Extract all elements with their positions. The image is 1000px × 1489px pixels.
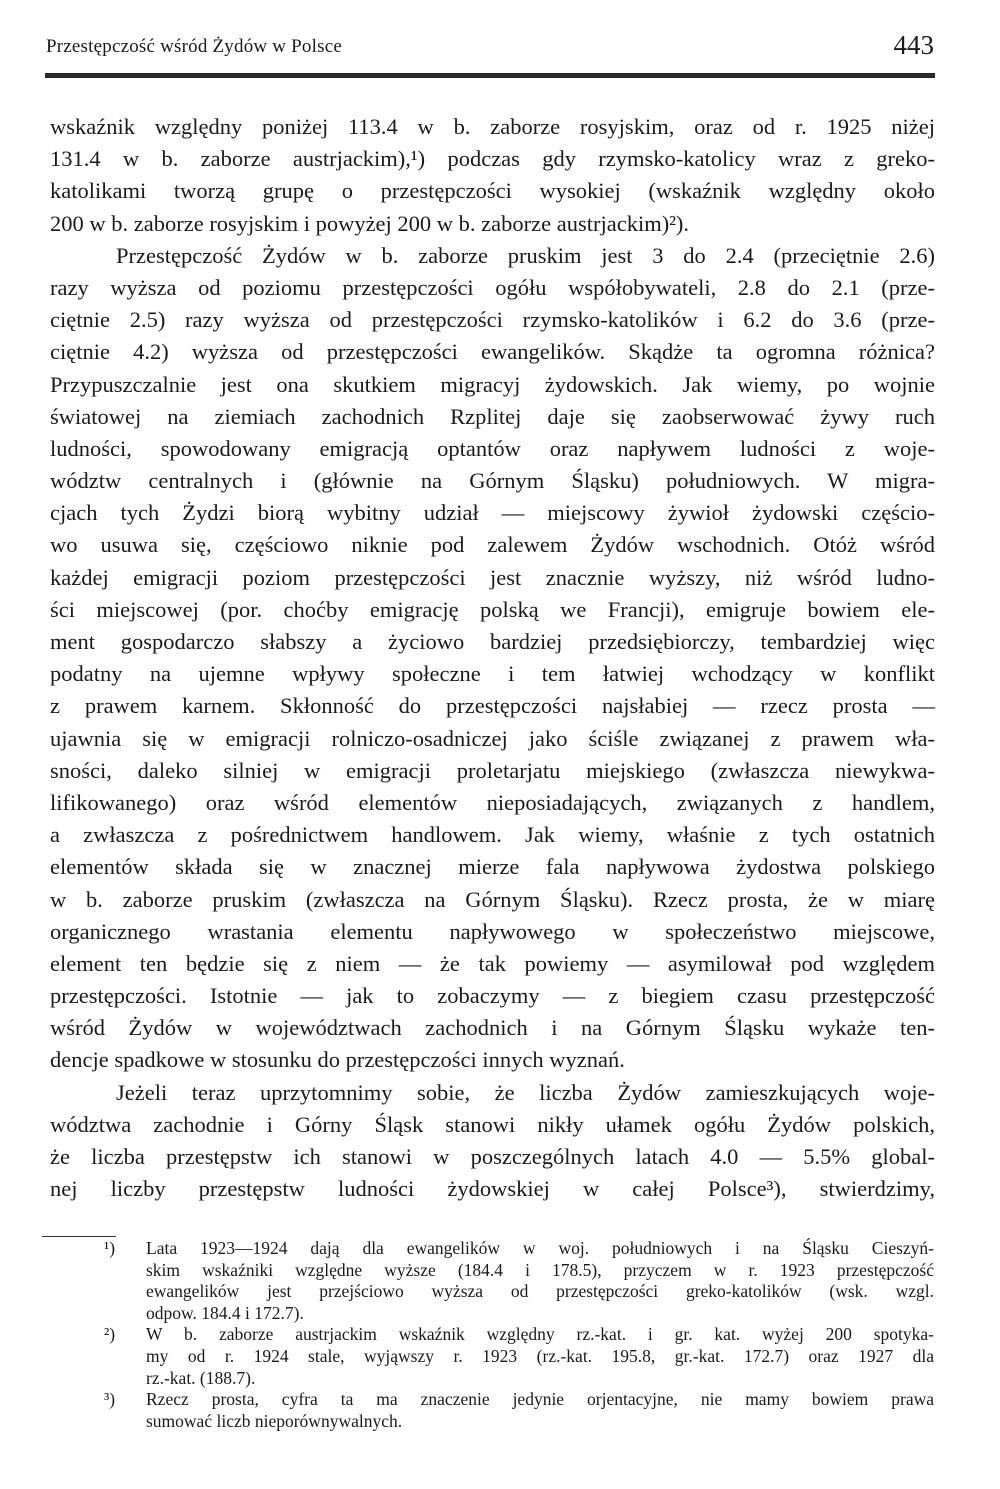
footnote-line: sumować liczb nieporównywalnych. <box>146 1410 403 1431</box>
paragraph <box>50 240 935 1077</box>
footnote <box>104 1324 934 1389</box>
footnote-line: ewangelików jest przejściowo wyższa od przestępczości greko-katolików (wsk. wzgl. <box>146 1281 934 1302</box>
text-line: cjach tych Żydzi biorą wybitny udział — miejscowy żywioł żydowski częścio- <box>50 500 935 526</box>
text-line: razy wyższa od poziomu przestępczości ogółu współobywateli, 2.8 do 2.1 (prze- <box>50 274 935 300</box>
footnote-line: Rzecz prosta, cyfra ta ma znaczenie jedynie orjentacyjne, nie mamy bowiem prawa <box>146 1389 934 1410</box>
body-text <box>50 111 935 1205</box>
footnote-line: my od r. 1924 stale, wyjąwszy r. 1923 (rz.-kat. 195.8, gr.-kat. 172.7) oraz 1927 dla <box>146 1345 934 1366</box>
footnote-line: odpow. 184.4 i 172.7). <box>146 1302 304 1323</box>
text-line: element ten będzie się z niem — że tak powiemy — asymilował pod względem <box>50 950 935 976</box>
paragraph <box>50 111 935 240</box>
text-line: podatny na ujemne wpływy społeczne i tem łatwiej wchodzący w konflikt <box>50 661 935 687</box>
footnote <box>104 1389 934 1432</box>
header-rule <box>45 73 935 78</box>
text-line: lifikowanego) oraz wśród elementów nieposiadających, związanych z handlem, <box>50 789 935 815</box>
footnotes <box>104 1238 934 1432</box>
text-line: przestępczości. Istotnie — jak to zobaczymy — z biegiem czasu przestępczość <box>50 983 935 1009</box>
footnote-marker: ¹) <box>104 1238 116 1258</box>
text-line: katolikami tworzą grupę o przestępczości wysokiej (wskaźnik względny około <box>50 178 935 204</box>
text-line: światowej na ziemiach zachodnich Rzplitej daje się zaobserwować żywy ruch <box>50 403 935 429</box>
text-line: a zwłaszcza z pośrednictwem handlowem. Jak wiemy, właśnie z tych ostatnich <box>50 822 935 848</box>
text-line: z prawem karnem. Skłonność do przestępczości najsłabiej — rzecz prosta — <box>50 693 935 719</box>
paragraph <box>50 1077 935 1206</box>
text-line: 200 w b. zaborze rosyjskim i powyżej 200 w b. zaborze austrjackim)²). <box>50 210 690 236</box>
text-line: ciętnie 4.2) wyższa od przestępczości ewangelików. Skądże ta ogromna różnica? <box>50 339 935 365</box>
footnote-separator <box>42 1236 116 1237</box>
text-line: wśród Żydów w województwach zachodnich i na Górnym Śląsku wykaże ten- <box>50 1015 935 1041</box>
footnote <box>104 1238 934 1324</box>
footnote-line: rz.-kat. (188.7). <box>146 1367 256 1388</box>
text-line: ujawnia się w emigracji rolniczo-osadniczej jako ściśle związanej z prawem wła- <box>50 725 935 751</box>
text-line: nej liczby przestępstw ludności żydowskiej w całej Polsce³), stwierdzimy, <box>50 1176 935 1202</box>
text-line: ment gospodarczo słabszy a życiowo bardziej przedsiębiorczy, tembardziej więc <box>50 629 935 654</box>
text-line: Przestępczość Żydów w b. zaborze pruskim jest 3 do 2.4 (przeciętnie 2.6) <box>116 242 935 268</box>
text-line: wo usuwa się, częściowo niknie pod zalewem Żydów wschodnich. Otóż wśród <box>50 532 935 558</box>
text-line: wództw centralnych i (głównie na Górnym Śląsku) południowych. W migra- <box>50 468 935 494</box>
footnote-line: skim wskaźniki względne wyższe (184.4 i 178.5), przyczem w r. 1923 przestępczość <box>146 1259 934 1280</box>
text-line: w b. zaborze pruskim (zwłaszcza na Górnym Śląsku). Rzecz prosta, że w miarę <box>50 886 935 912</box>
text-line: wskaźnik względny poniżej 113.4 w b. zaborze rosyjskim, oraz od r. 1925 niżej <box>50 114 935 139</box>
text-line: elementów składa się w znacznej mierze fala napływowa żydostwa polskiego <box>50 854 935 880</box>
running-title: Przestępczość wśród Żydów w Polsce <box>46 36 342 57</box>
footnote-marker: ³) <box>104 1389 116 1410</box>
text-line: ciętnie 2.5) razy wyższa od przestępczości rzymsko-katolików i 6.2 do 3.6 (prze- <box>50 307 935 333</box>
text-line: 131.4 w b. zaborze austrjackim),¹) podczas gdy rzymsko-katolicy wraz z greko- <box>50 146 935 172</box>
text-line: sności, daleko silniej w emigracji proletarjatu miejskiego (zwłaszcza niewykwa- <box>50 757 935 783</box>
page-number: 443 <box>893 30 934 60</box>
footnote-line: W b. zaborze austrjackim wskaźnik względny rz.-kat. i gr. kat. wyżej 200 spotyka- <box>146 1324 934 1345</box>
text-line: Przypuszczalnie jest ona skutkiem migracyj żydowskich. Jak wiemy, po wojnie <box>50 371 935 397</box>
text-line: wództwa zachodnie i Górny Śląsk stanowi nikły ułamek ogółu Żydów polskich, <box>50 1111 935 1137</box>
text-line: organicznego wrastania elementu napływowego w społeczeństwo miejscowe, <box>50 918 935 944</box>
text-line: ści miejscowej (por. choćby emigrację polską we Francji), emigruje bowiem ele- <box>50 596 935 622</box>
text-line: każdej emigracji poziom przestępczości jest znacznie wyższy, niż wśród ludno- <box>50 564 935 590</box>
text-line: że liczba przestępstw ich stanowi w poszczególnych latach 4.0 — 5.5% global- <box>50 1144 935 1169</box>
footnote-line: Lata 1923—1924 dają dla ewangelików w woj. południowych i na Śląsku Cieszyń- <box>146 1238 934 1258</box>
footnote-marker: ²) <box>104 1324 116 1345</box>
text-line: ludności, spowodowany emigracją optantów oraz napływem ludności z woje- <box>50 435 935 461</box>
text-line: Jeżeli teraz uprzytomnimy sobie, że liczba Żydów zamieszkujących woje- <box>116 1079 935 1105</box>
text-line: dencje spadkowe w stosunku do przestępczości innych wyznań. <box>50 1047 625 1073</box>
